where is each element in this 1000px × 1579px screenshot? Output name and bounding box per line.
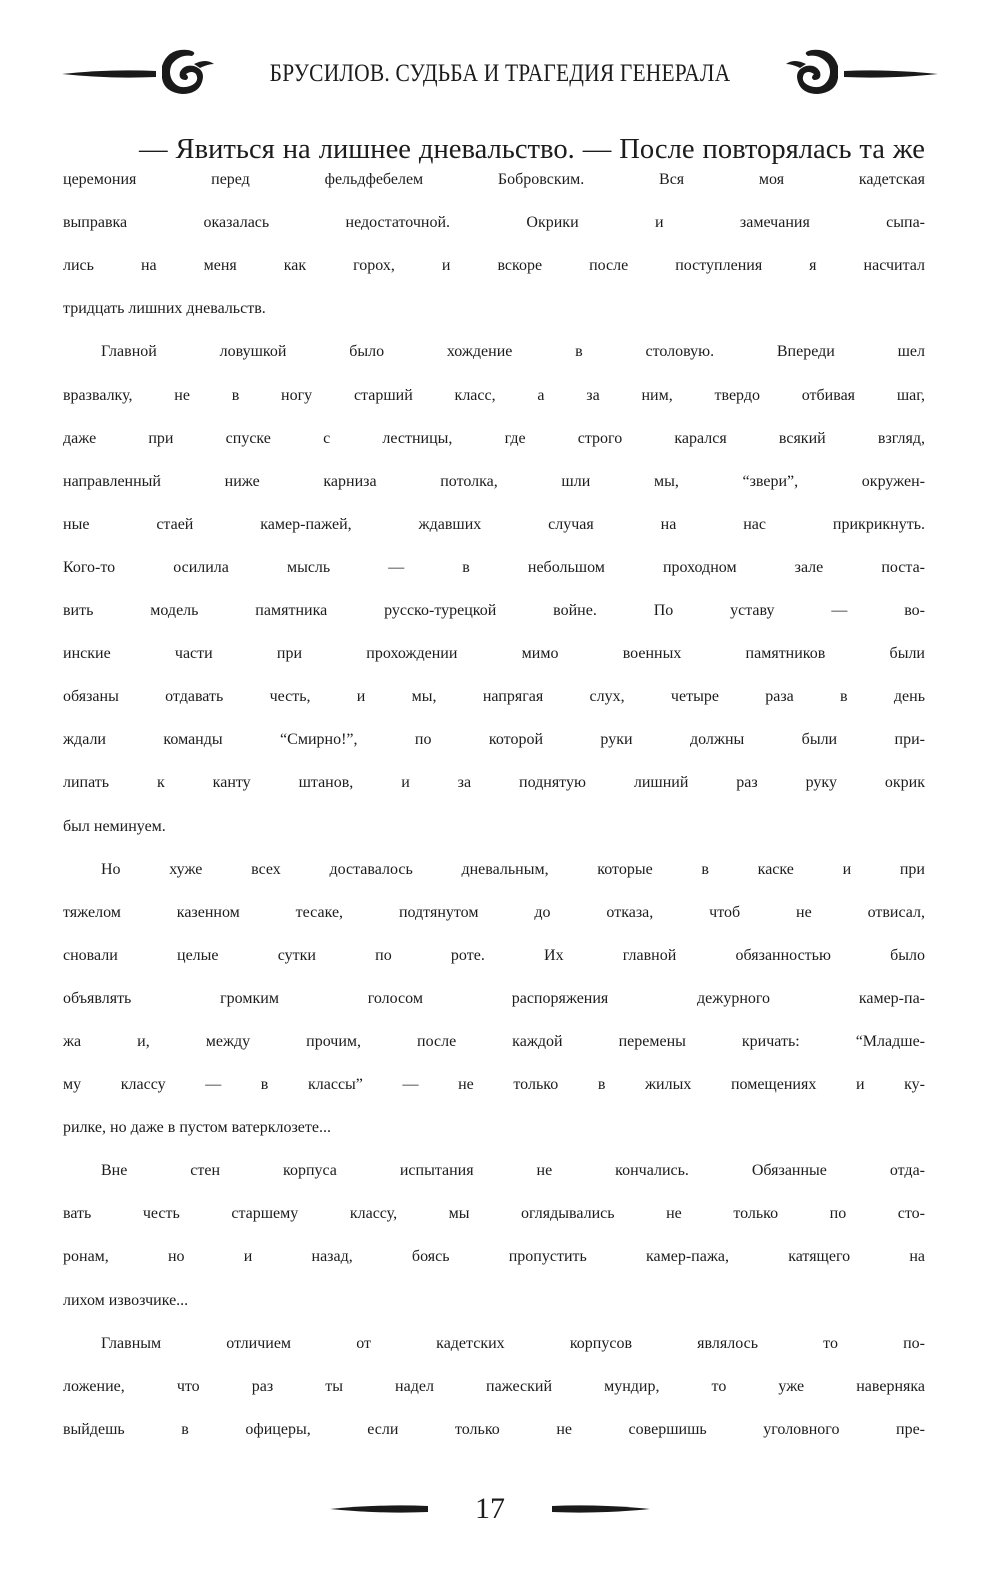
text-line: тяжелом казенном тесаке, подтянутом до отказа, чтоб не отвисал, [63, 903, 925, 921]
page-number: 17 [475, 1492, 505, 1525]
text-line: Кого-то осилила мысль — в небольшом проходном зале поста- [63, 558, 925, 576]
text-line: вразвалку, не в ногу старший класс, а за ним, твердо отбивая шаг, [63, 386, 925, 404]
text-line: обязаны отдавать честь, и мы, напрягая слух, четыре раза в день [63, 688, 925, 706]
text-line: вать честь старшему классу, мы оглядывались не только по сто- [63, 1205, 925, 1223]
text-line: Вне стен корпуса испытания не кончались. Обязанные отда- [101, 1162, 925, 1180]
running-header-title: БРУСИЛОВ. СУДЬБА И ТРАГЕДИЯ ГЕНЕРАЛА [269, 60, 731, 87]
text-line: Главной ловушкой было хождение в столовую. Впереди шел [101, 343, 925, 361]
text-line: ные стаей камер-пажей, ждавших случая на нас прикрикнуть. [63, 515, 925, 533]
page-footer [330, 1488, 650, 1538]
text-line: липать к канту штанов, и за поднятую лишний раз руку окрик [63, 774, 925, 792]
text-line: Главным отличием от кадетских корпусов являлось то по- [101, 1334, 925, 1352]
text-line: тридцать лишних дневальств. [63, 300, 266, 318]
text-line: жа и, между прочим, после каждой перемены кричать: “Младше- [63, 1032, 925, 1050]
text-line: был неминуем. [63, 817, 166, 835]
text-line: лись на меня как горох, и вскоре после поступления я насчитал [63, 257, 925, 275]
text-line: — Явиться на лишнее дневальство. — После повторялась та же [139, 134, 925, 165]
text-line: инские части при прохождении мимо военных памятников были [63, 645, 925, 663]
running-header [60, 42, 940, 102]
text-line: выйдешь в офицеры, если только не совершишь уголовного пре- [63, 1420, 925, 1438]
text-line: церемония перед фельдфебелем Бобровским. Вся моя кадетская [63, 171, 925, 189]
text-line: ложение, что раз ты надел пажеский мундир, то уже наверняка [63, 1377, 925, 1395]
body-text [63, 128, 925, 1464]
footer-rule-right-icon [550, 1502, 650, 1516]
text-line: направленный ниже карниза потолка, шли мы, “звери”, окружен- [63, 472, 925, 490]
text-line: му классу — в классы” — не только в жилых помещениях и ку- [63, 1076, 925, 1094]
text-line: даже при спуске с лестницы, где строго карался всякий взгляд, [63, 429, 925, 447]
swirl-ornament-icon [780, 42, 940, 102]
text-line: вить модель памятника русско-турецкой войне. По уставу — во- [63, 602, 925, 620]
text-line: рилке, но даже в пустом ватерклозете... [63, 1119, 331, 1137]
text-line: лихом извозчике... [63, 1291, 189, 1309]
text-line: ронам, но и назад, боясь пропустить камер-пажа, катящего на [63, 1248, 925, 1266]
text-line: выправка оказалась недостаточной. Окрики и замечания сыпа- [63, 214, 925, 232]
text-line: ждали команды “Смирно!”, по которой руки должны были при- [63, 731, 925, 749]
text-line: объявлять громким голосом распоряжения дежурного камер-па- [63, 989, 925, 1007]
text-line: Но хуже всех доставалось дневальным, которые в каске и при [101, 860, 925, 878]
text-line: сновали целые сутки по роте. Их главной обязанностью было [63, 946, 925, 964]
